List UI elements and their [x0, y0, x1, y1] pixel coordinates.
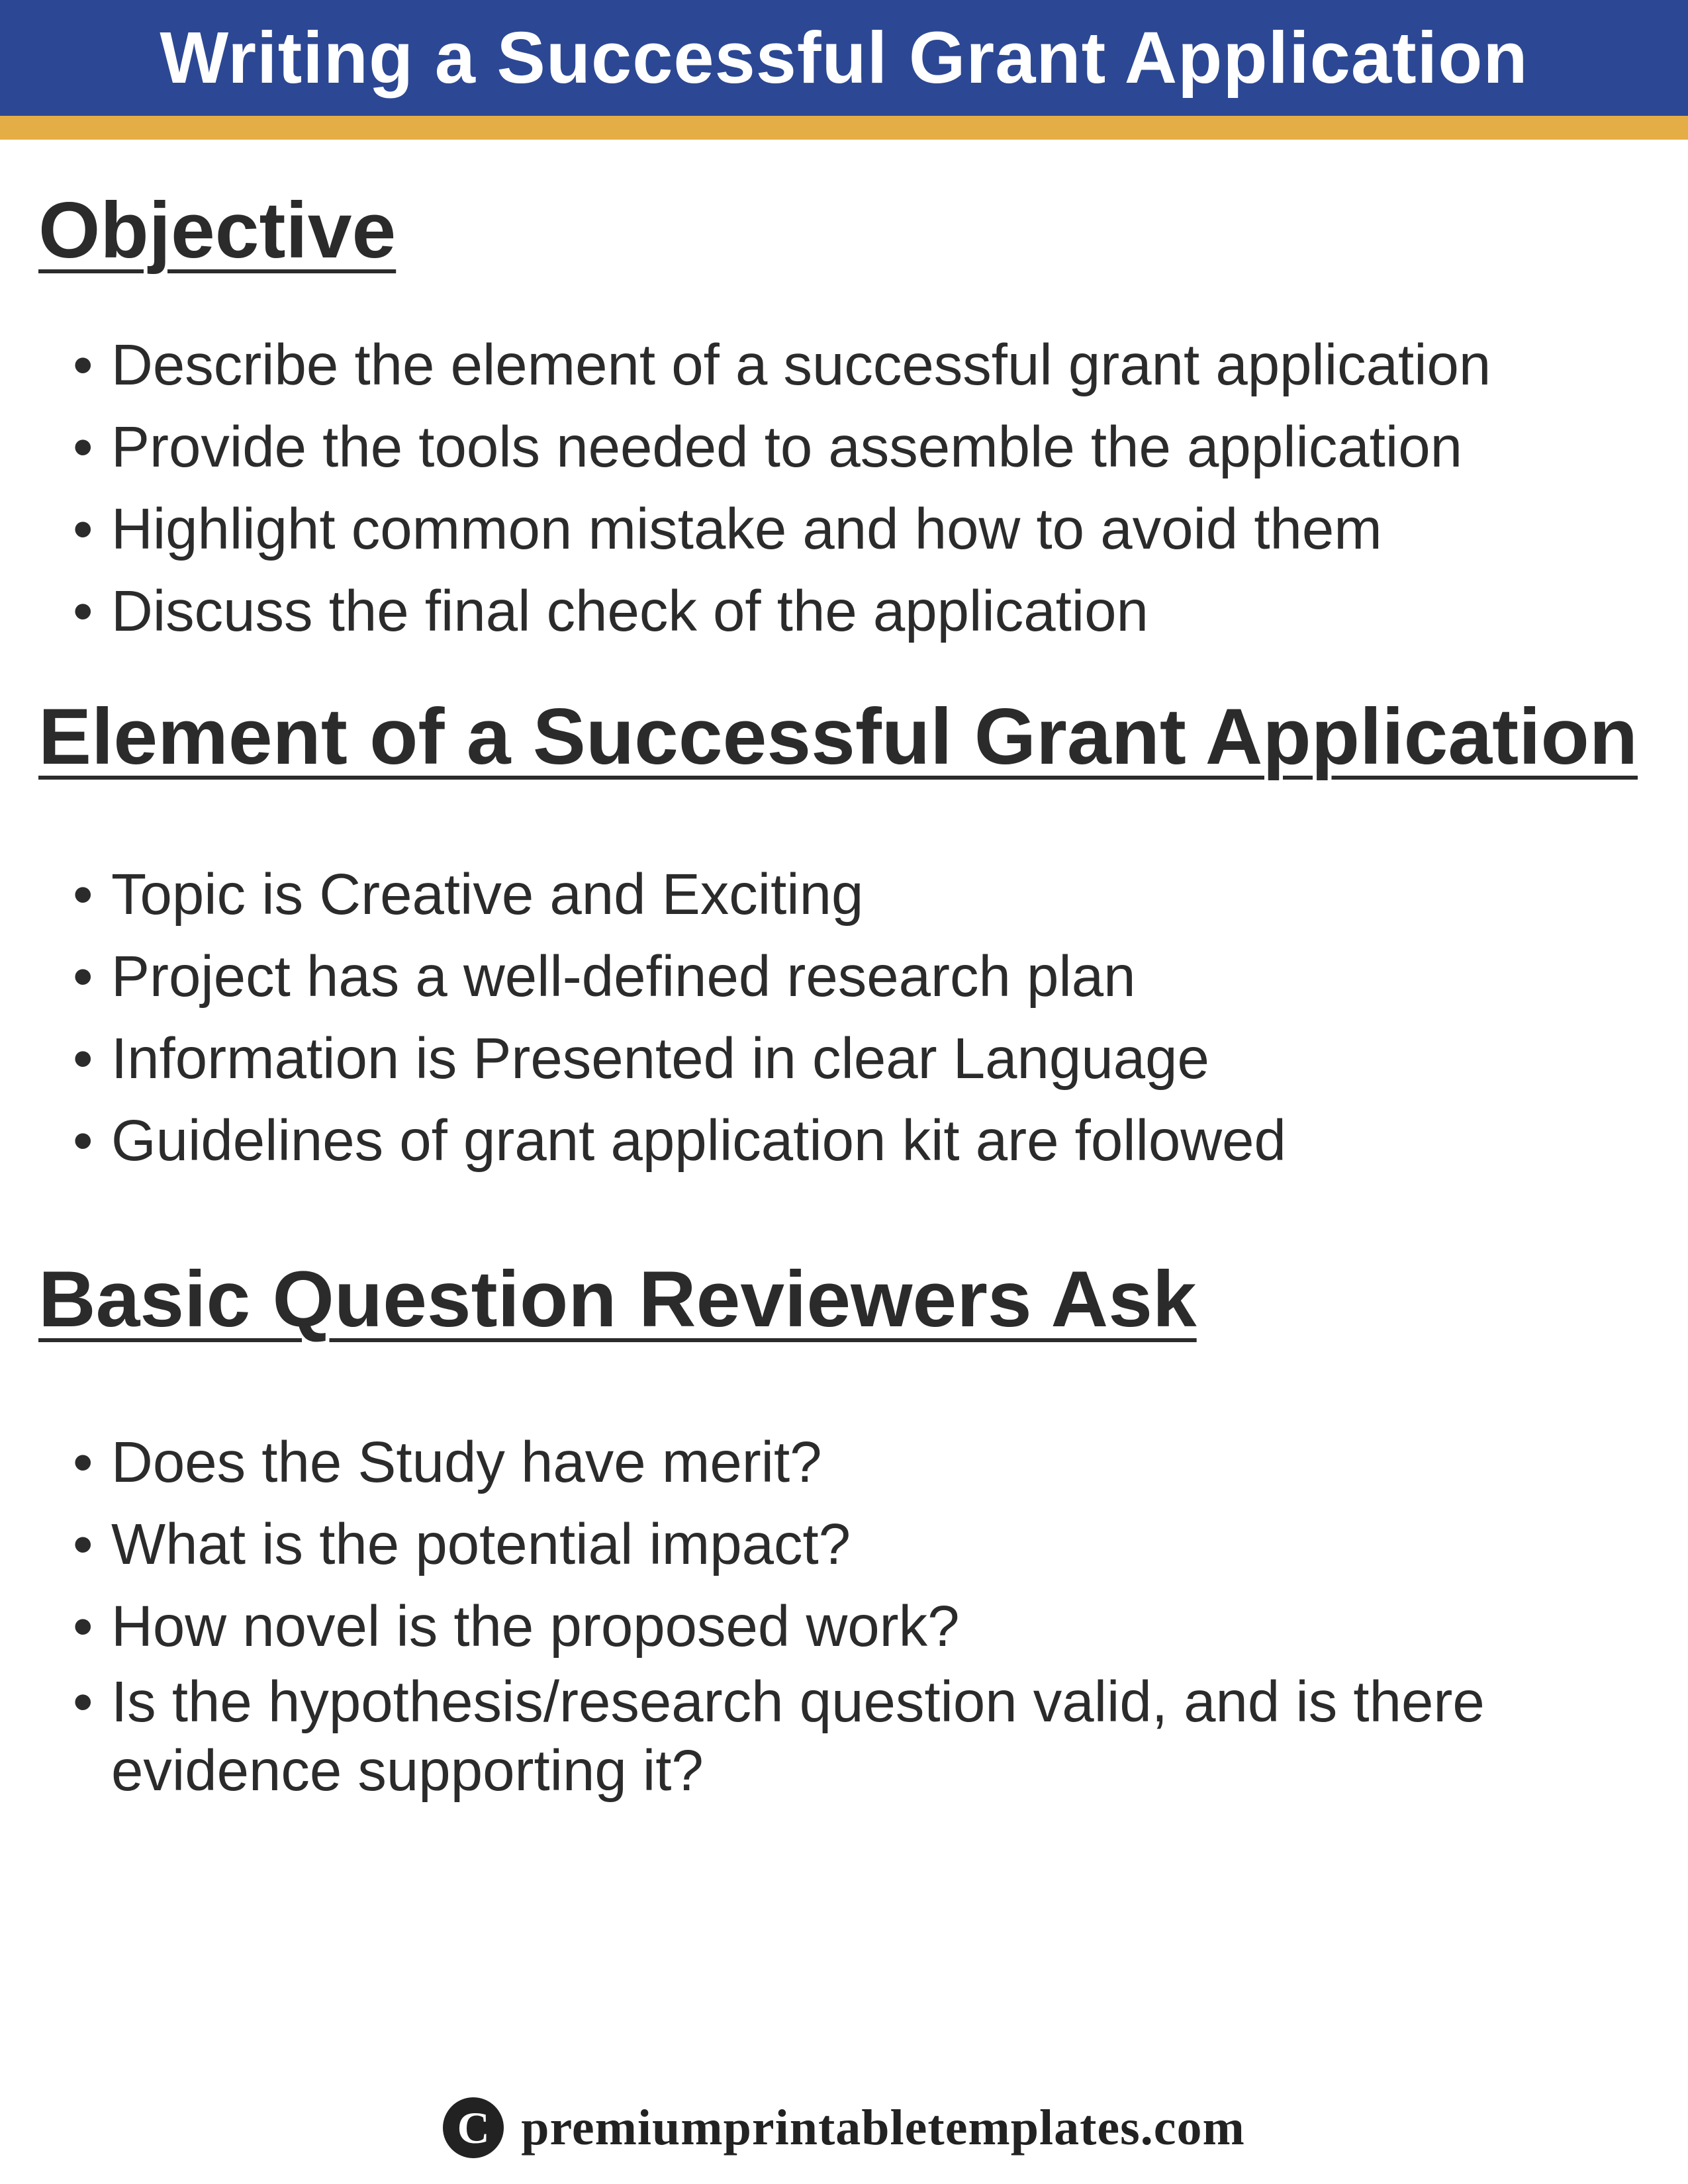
bullet-list: [73, 324, 1615, 653]
bullet-icon: •: [73, 333, 93, 397]
bullet-icon: •: [73, 415, 93, 479]
list-item-text: Information is Presented in clear Language: [111, 1026, 1209, 1091]
list-item-text: Provide the tools needed to assemble the application: [111, 415, 1463, 479]
title-banner: [0, 0, 1688, 116]
list-item: [73, 488, 1615, 570]
section-heading: Basic Question Reviewers Ask: [38, 1255, 1197, 1343]
list-item: [73, 324, 1615, 406]
bullet-icon: •: [73, 1670, 93, 1734]
list-item-text: Is the hypothesis/research question valid, and is there evidence supporting it?: [111, 1670, 1485, 1803]
list-item: [73, 1018, 1615, 1100]
bullet-icon: •: [73, 944, 93, 1009]
accent-stripe: [0, 116, 1688, 140]
bullet-icon: •: [73, 497, 93, 561]
list-item: [73, 1668, 1615, 1805]
bullet-icon: •: [73, 862, 93, 927]
bullet-list: [73, 854, 1615, 1182]
list-item-text: How novel is the proposed work?: [111, 1594, 960, 1659]
bullet-list: [73, 1422, 1615, 1805]
bullet-icon: •: [73, 579, 93, 643]
footer: [0, 2091, 1688, 2164]
bullet-icon: •: [73, 1109, 93, 1173]
list-item-text: Does the Study have merit?: [111, 1430, 822, 1494]
list-item-text: What is the potential impact?: [111, 1512, 851, 1576]
list-item-text: Discuss the final check of the application: [111, 579, 1149, 643]
section-heading: Objective: [38, 186, 397, 275]
list-item-text: Guidelines of grant application kit are followed: [111, 1109, 1286, 1173]
list-item-text: Project has a well-defined research plan: [111, 944, 1136, 1009]
bullet-icon: •: [73, 1026, 93, 1091]
list-item: [73, 570, 1615, 653]
copyright-icon: C: [443, 2097, 504, 2158]
page-title: Writing a Successful Grant Application: [160, 17, 1528, 99]
bullet-icon: •: [73, 1512, 93, 1576]
list-item: [73, 1504, 1615, 1586]
list-item: [73, 1100, 1615, 1182]
list-item: [73, 406, 1615, 488]
list-item-text: Describe the element of a successful grant application: [111, 333, 1491, 397]
list-item: [73, 854, 1615, 936]
list-item: [73, 1586, 1615, 1668]
list-item-text: Topic is Creative and Exciting: [111, 862, 864, 927]
list-item: [73, 936, 1615, 1018]
list-item: [73, 1422, 1615, 1504]
bullet-icon: •: [73, 1594, 93, 1659]
list-item-text: Highlight common mistake and how to avoid them: [111, 497, 1382, 561]
section-heading: Element of a Successful Grant Application: [38, 692, 1638, 781]
bullet-icon: •: [73, 1430, 93, 1494]
website-link[interactable]: premiumprintabletemplates.com: [521, 2099, 1245, 2156]
